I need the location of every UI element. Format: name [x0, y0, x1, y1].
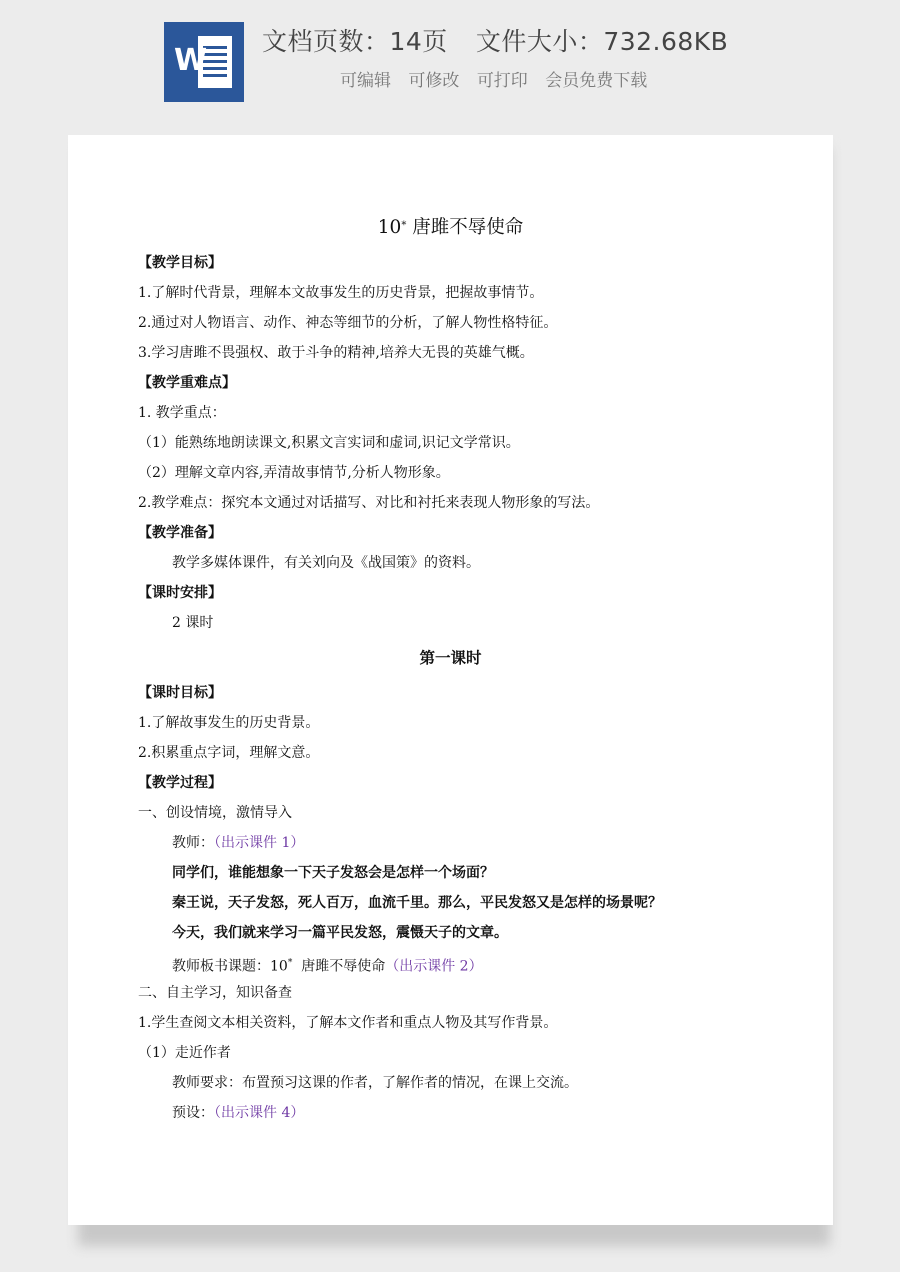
courseware-ref: （出示课件 1）	[214, 835, 305, 851]
paragraph: 2.积累重点字词，理解文意。	[138, 745, 320, 761]
section-heading: 【教学准备】	[138, 525, 222, 541]
section-heading: 【教学重难点】	[138, 375, 236, 391]
courseware-ref: （出示课件 2）	[385, 958, 483, 975]
paragraph: 同学们，谁能想象一下天子发怒会是怎样一个场面？	[172, 865, 494, 881]
paragraph: （1）能熟练地朗读课文,积累文言实词和虚词,识记文学常识。	[138, 435, 520, 451]
board-title-star: *	[287, 958, 293, 968]
paragraph: 1.了解时代背景，理解本文故事发生的历史背景，把握故事情节。	[138, 285, 544, 301]
board-title-text: 唐雎不辱使命	[292, 958, 386, 975]
paragraph: 一、创设情境，激情导入	[138, 805, 292, 821]
page-count: 文档页数：14页	[262, 27, 448, 56]
paragraph: 3.学习唐雎不畏强权、敢于斗争的精神,培养大无畏的英雄气概。	[138, 345, 534, 361]
title-star: *	[401, 220, 407, 231]
paragraph	[172, 833, 304, 853]
document-page[interactable]	[68, 135, 833, 1225]
feature-modifiable: 可修改	[408, 71, 460, 91]
feature-printable: 可打印	[476, 71, 528, 91]
header	[0, 0, 900, 130]
file-size: 文件大小：732.68KB	[475, 27, 729, 56]
document-body	[68, 135, 833, 1225]
section-heading: 【教学目标】	[138, 255, 222, 271]
paragraph: 教师要求：布置预习这课的作者，了解作者的情况，在课上交流。	[172, 1075, 578, 1091]
section-heading: 【课时安排】	[138, 585, 222, 601]
paragraph: 2.教学难点：探究本文通过对话描写、对比和衬托来表现人物形象的写法。	[138, 495, 600, 511]
paragraph: 1.学生查阅文本相关资料，了解本文作者和重点人物及其写作背景。	[138, 1015, 558, 1031]
paragraph: （2）理解文章内容,弄清故事情节,分析人物形象。	[138, 465, 450, 481]
paragraph: 2.通过对人物语言、动作、神态等细节的分析，了解人物性格特征。	[138, 315, 558, 331]
lesson-heading: 第一课时	[419, 648, 482, 667]
paragraph: 秦王说，天子发怒，死人百万，血流千里。那么，平民发怒又是怎样的场景呢？	[172, 895, 662, 911]
section-heading: 【教学过程】	[138, 775, 222, 791]
preset-label: 预设：	[172, 1105, 214, 1121]
paragraph: 教学多媒体课件，有关刘向及《战国策》的资料。	[172, 555, 480, 571]
feature-editable: 可编辑	[340, 71, 391, 91]
paragraph	[172, 1103, 304, 1123]
paragraph: 2 课时	[172, 615, 214, 631]
word-icon-letter: W	[174, 43, 208, 78]
teacher-label: 教师：	[172, 835, 214, 851]
paragraph: （1）走近作者	[138, 1045, 231, 1061]
paragraph: 1.了解故事发生的历史背景。	[138, 715, 320, 731]
word-icon	[164, 22, 244, 102]
paragraph: 二、自主学习，知识备查	[138, 985, 292, 1001]
paragraph: 1. 教学重点：	[138, 405, 226, 421]
feature-list	[340, 66, 659, 91]
file-meta	[262, 22, 728, 58]
title-number: 10	[377, 217, 402, 238]
paragraph	[172, 953, 483, 977]
board-title-label: 教师板书课题：10	[172, 958, 288, 975]
section-heading: 【课时目标】	[138, 685, 222, 701]
paragraph: 今天，我们就来学习一篇平民发怒，震慑天子的文章。	[172, 925, 508, 941]
feature-member-download: 会员免费下载	[545, 71, 648, 91]
title-text: 唐雎不辱使命	[412, 217, 524, 238]
document-title	[68, 215, 833, 241]
courseware-ref: （出示课件 4）	[214, 1105, 305, 1121]
